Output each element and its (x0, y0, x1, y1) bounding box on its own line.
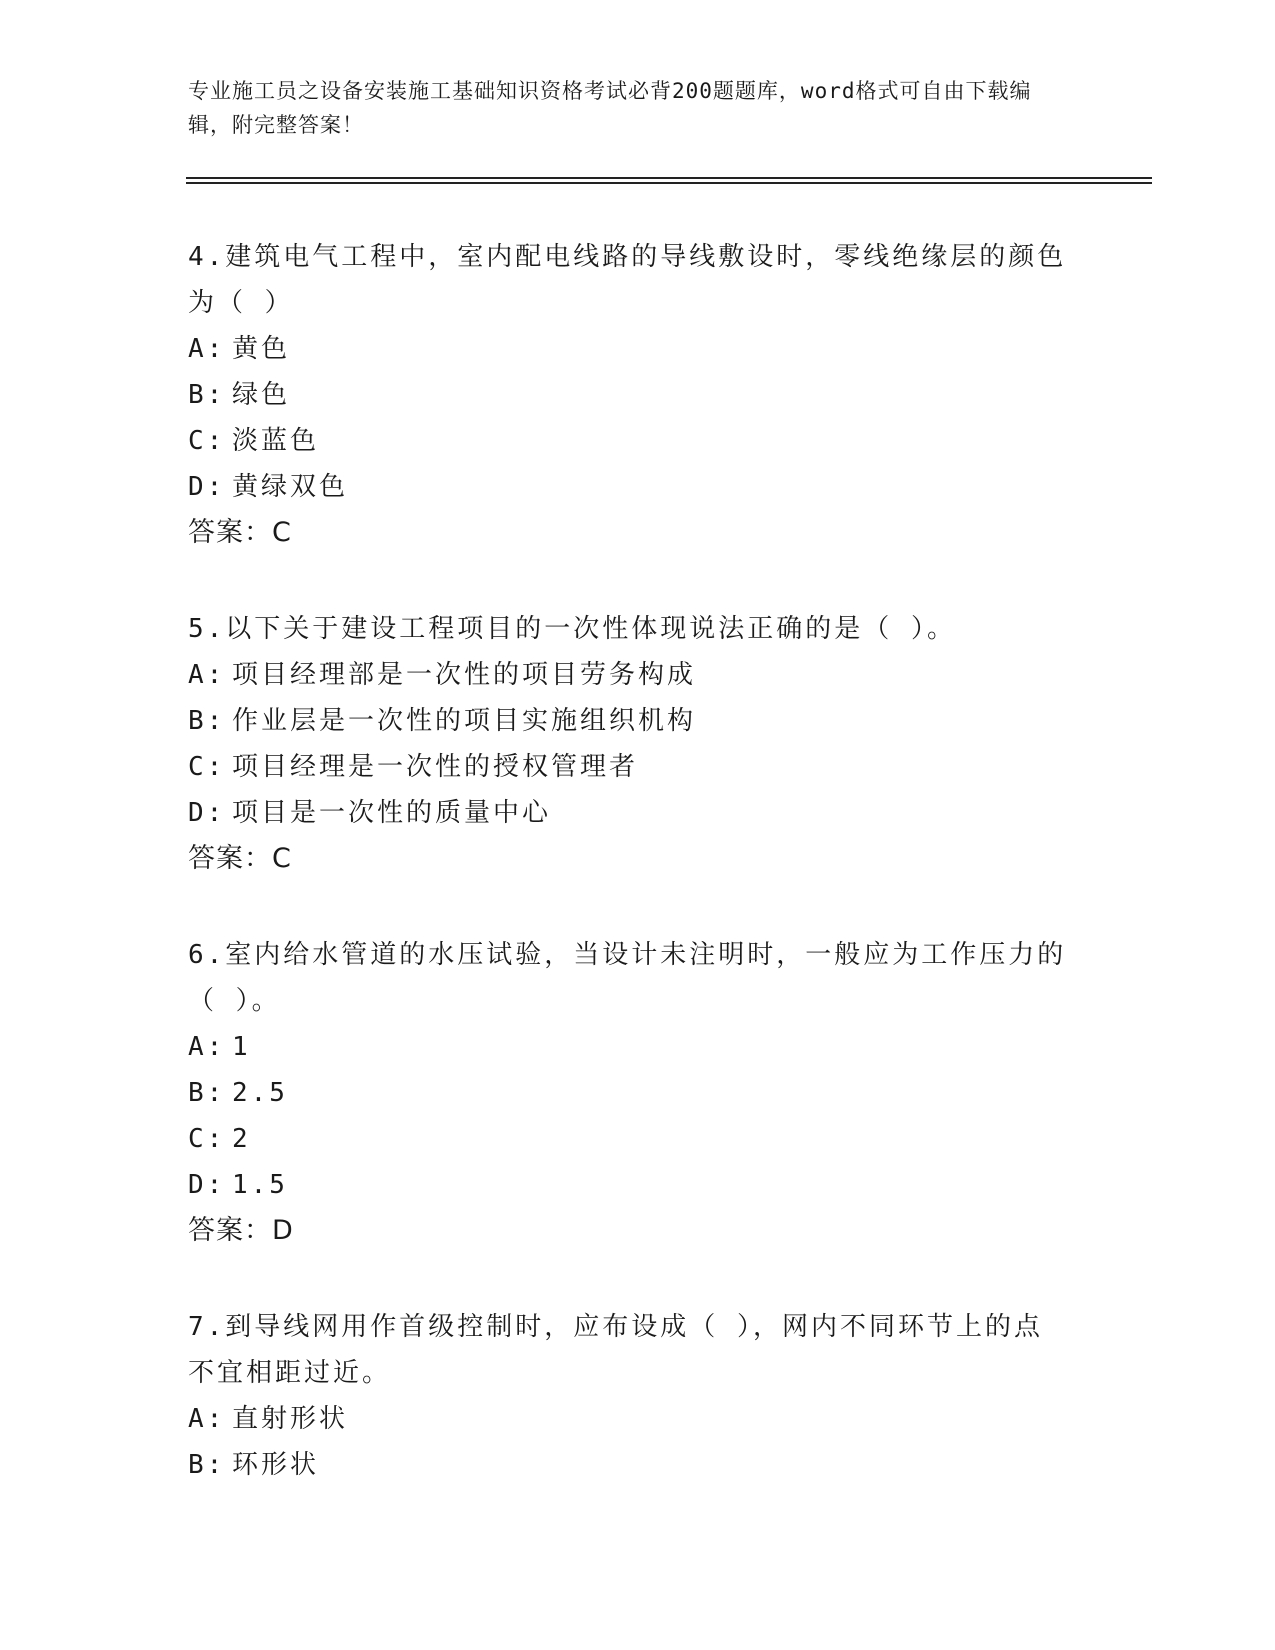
question-stem: 7.到导线网用作首级控制时，应布设成（ ），网内不同环节上的点不宜相距过近。 (188, 1312, 1043, 1388)
option-text: 淡蓝色 (232, 426, 320, 456)
option-letter: A: (188, 1404, 226, 1434)
option-text: 2 (232, 1124, 251, 1154)
option-b (188, 1442, 1088, 1488)
question-list (188, 234, 1088, 1538)
option-c (188, 1116, 1088, 1162)
option-letter: A: (188, 1032, 226, 1062)
option-c (188, 418, 1088, 464)
option-text: 环形状 (232, 1450, 320, 1480)
option-letter: D: (188, 472, 226, 502)
option-b (188, 372, 1088, 418)
answer-line: 答案：C (188, 517, 292, 548)
option-text: 项目经理是一次性的授权管理者 (232, 752, 639, 782)
option-d (188, 1162, 1088, 1208)
document-header: 专业施工员之设备安装施工基础知识资格考试必背200题题库，word格式可自由下载编辑，附完整答案！ (188, 79, 1032, 137)
option-b (188, 698, 1088, 744)
option-a (188, 1024, 1088, 1070)
question-4 (188, 234, 1088, 556)
option-letter: A: (188, 660, 226, 690)
question-7 (188, 1304, 1088, 1488)
option-a (188, 652, 1088, 698)
option-text: 项目是一次性的质量中心 (232, 798, 552, 828)
option-letter: D: (188, 798, 226, 828)
question-stem: 5.以下关于建设工程项目的一次性体现说法正确的是（ ）。 (188, 614, 956, 644)
option-a (188, 1396, 1088, 1442)
option-text: 黄色 (232, 334, 291, 364)
option-letter: A: (188, 334, 226, 364)
option-letter: D: (188, 1170, 226, 1200)
option-d (188, 464, 1088, 510)
option-b (188, 1070, 1088, 1116)
option-text: 项目经理部是一次性的项目劳务构成 (232, 660, 697, 690)
option-text: 直射形状 (232, 1404, 349, 1434)
option-letter: C: (188, 752, 226, 782)
header-divider-top (186, 177, 1152, 179)
option-text: 1 (232, 1032, 251, 1062)
option-c (188, 744, 1088, 790)
option-text: 黄绿双色 (232, 472, 349, 502)
option-letter: C: (188, 1124, 226, 1154)
header-divider-bottom (186, 182, 1152, 184)
option-letter: B: (188, 380, 226, 410)
answer-line: 答案：C (188, 843, 292, 874)
option-text: 2.5 (232, 1078, 288, 1108)
option-d (188, 790, 1088, 836)
option-text: 1.5 (232, 1170, 288, 1200)
option-text: 绿色 (232, 380, 291, 410)
option-letter: B: (188, 1078, 226, 1108)
option-letter: C: (188, 426, 226, 456)
question-6 (188, 932, 1088, 1254)
question-5 (188, 606, 1088, 882)
option-text: 作业层是一次性的项目实施组织机构 (232, 706, 697, 736)
option-letter: B: (188, 1450, 226, 1480)
answer-line: 答案：D (188, 1215, 294, 1246)
question-stem: 6.室内给水管道的水压试验，当设计未注明时，一般应为工作压力的（ ）。 (188, 940, 1067, 1016)
question-stem: 4.建筑电气工程中，室内配电线路的导线敷设时，零线绝缘层的颜色为（ ） (188, 242, 1067, 318)
option-letter: B: (188, 706, 226, 736)
option-a (188, 326, 1088, 372)
